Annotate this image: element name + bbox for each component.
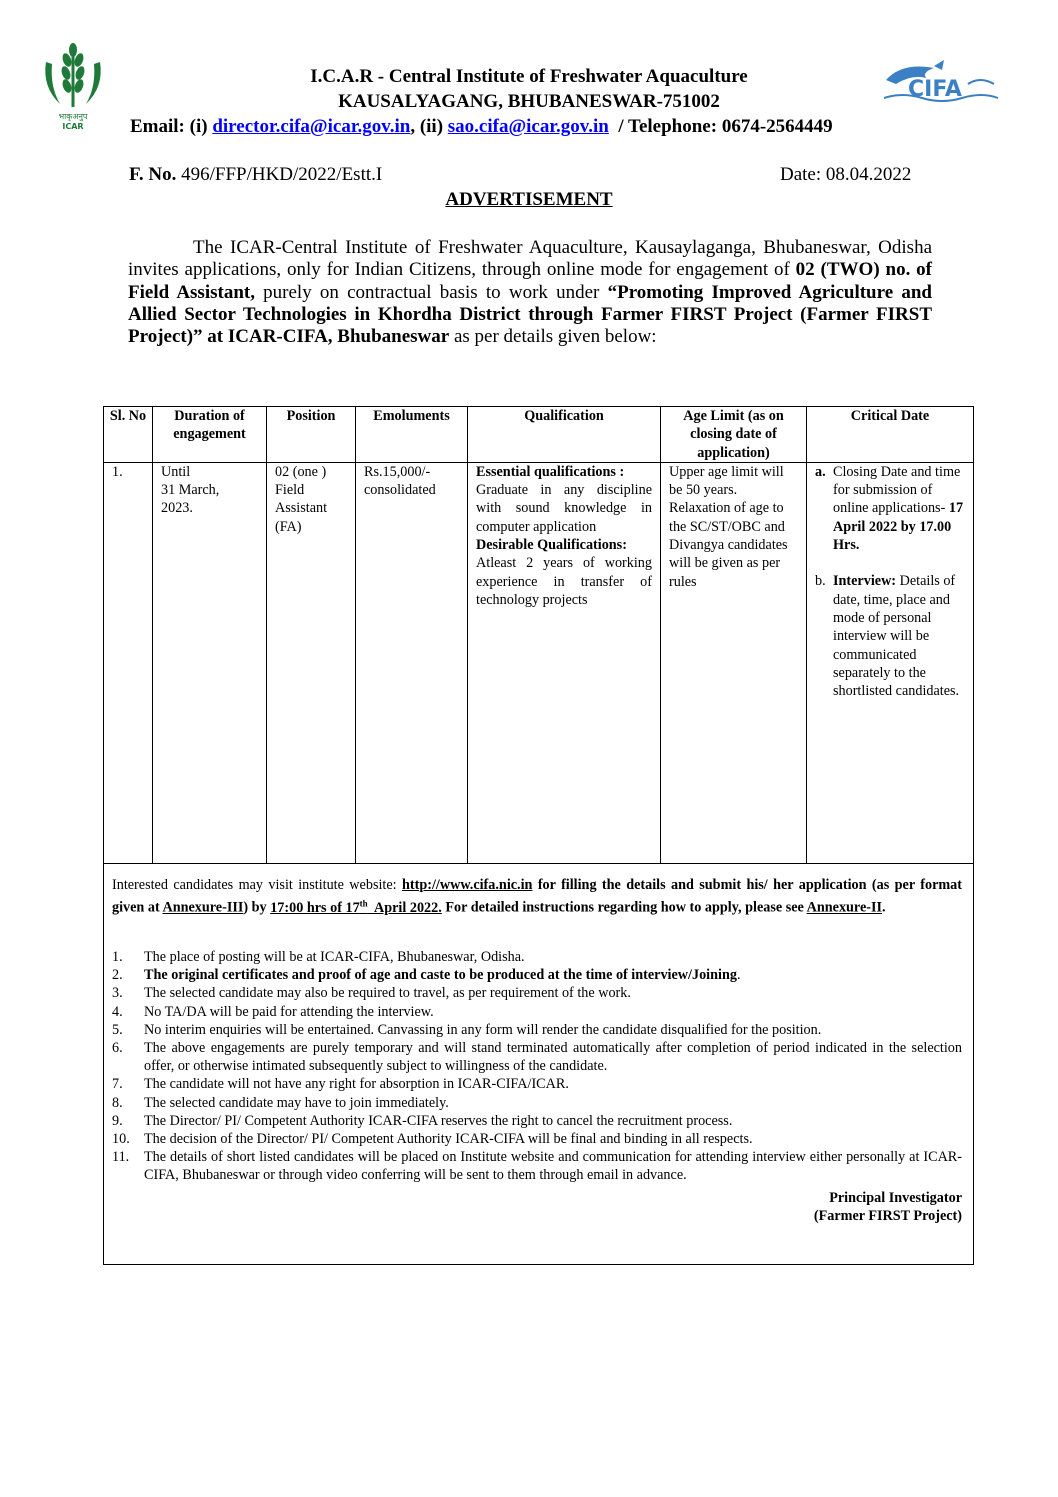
cell-critical-date — [807, 462, 974, 863]
condition-number: 11. — [112, 1149, 130, 1166]
critical-a-text: Closing Date and time for submission of online applications- — [833, 463, 961, 517]
intro-text-2: purely on contractual basis to work under — [254, 281, 608, 303]
condition-number: 9. — [112, 1112, 123, 1129]
header-position: Position — [267, 407, 356, 463]
condition-text: The place of posting will be at ICAR-CIFA, Bhubaneswar, Odisha. — [144, 949, 525, 965]
institute-address: KAUSALYAGANG, BHUBANESWAR-751002 — [338, 91, 720, 112]
list-item — [112, 948, 962, 966]
list-item — [112, 1112, 962, 1130]
essential-text: Graduate in any discipline with sound knowledge in computer application — [476, 482, 652, 535]
intro-text-3: as per details given below: — [449, 326, 657, 348]
condition-number: 6. — [112, 1040, 123, 1057]
intro-bold-project: “Promoting Improved Agriculture and Allied Sector Technologies in Khordha District through Farmer FIRST Project (Farmer FIRST Project)” at ICAR-CIFA, Bhubaneswar — [128, 281, 932, 348]
condition-text: The details of short listed candidates will be placed on Institute website and communication for attending interview either personally at ICAR-CIFA, Bhubaneswar or through video conferring will be sent to them through email in advance. — [144, 1149, 962, 1184]
signatory-title: Principal Investigator — [829, 1190, 962, 1206]
critical-marker-b: b. — [815, 573, 826, 590]
condition-text: No interim enquiries will be entertained. Canvassing in any form will render the candidate disqualified for the position. — [144, 1021, 822, 1038]
condition-number: 3. — [112, 985, 123, 1002]
cell-duration — [153, 462, 267, 863]
critical-item-a — [815, 463, 965, 554]
signature-block — [814, 1189, 962, 1225]
intro-bold-position: 02 (TWO) no. of Field Assistant, — [128, 259, 933, 303]
header-sl-no: Sl. No — [104, 407, 153, 463]
svg-text:ICAR: ICAR — [62, 122, 84, 131]
file-number — [129, 164, 382, 186]
deadline-rest: April 2022. — [367, 899, 442, 916]
desirable-text: Atleast 2 years of working experience in transfer of technology projects — [476, 555, 652, 608]
duration-line-3: 2023. — [161, 500, 193, 517]
conditions-list — [112, 948, 962, 1185]
apply-instructions — [112, 876, 962, 917]
condition-number: 4. — [112, 1003, 123, 1020]
condition-text: The selected candidate may have to join immediately. — [144, 1094, 449, 1111]
apply-text-5: . — [882, 899, 886, 916]
director-email-link[interactable]: director.cifa@icar.gov.in — [212, 116, 411, 137]
list-item — [112, 1094, 962, 1112]
list-item — [112, 1148, 962, 1184]
deadline-main: 17:00 hrs of 17 — [270, 899, 360, 916]
critical-marker-a: a. — [815, 463, 826, 480]
critical-b-text: Details of date, time, place and mode of personal interview will be communicated separately to the shortlisted candidates. — [833, 573, 960, 700]
sao-email-link[interactable]: sao.cifa@icar.gov.in — [447, 116, 609, 137]
header-age-limit: Age Limit (as on closing date of application) — [661, 407, 807, 463]
annexure-ii-link[interactable]: Annexure-II — [806, 899, 883, 916]
apply-text-1: Interested candidates may visit institute website: — [112, 877, 402, 893]
critical-a-deadline: 17 April 2022 by 17.00 Hrs. — [833, 500, 964, 554]
cell-age-limit: Upper age limit will be 50 years. Relaxation of age to the SC/ST/OBC and Divangya candidates will be given as per rules — [661, 462, 807, 863]
condition-text: The original certificates and proof of age and caste to be produced at the time of interview/Joining — [144, 967, 737, 984]
cell-emoluments: Rs.15,000/- consolidated — [356, 462, 468, 863]
intro-paragraph — [128, 237, 932, 348]
condition-text: The Director/ PI/ Competent Authority ICAR-CIFA reserves the right to cancel the recruitment process. — [144, 1112, 733, 1129]
desirable-label: Desirable Qualifications: — [476, 537, 627, 554]
email-prefix: Email: (i) — [130, 116, 213, 137]
apply-text-4: For detailed instructions regarding how to apply, please see — [441, 899, 807, 916]
header-qualification: Qualification — [468, 407, 661, 463]
file-number-label: F. No. — [129, 164, 177, 185]
list-item — [112, 1021, 962, 1039]
table-row — [104, 462, 974, 863]
condition-number: 10. — [112, 1131, 130, 1148]
deadline-sup: th — [359, 898, 368, 909]
cell-sl-no: 1. — [104, 462, 153, 863]
institute-name: I.C.A.R - Central Institute of Freshwater Aquaculture — [310, 66, 748, 87]
condition-number: 2. — [112, 967, 123, 984]
list-item — [112, 984, 962, 1002]
apply-text-3: ) by — [243, 899, 271, 916]
duration-line-1: Until — [161, 463, 191, 480]
condition-text: The above engagements are purely temporary and will stand terminated automatically after completion of period indicated in the selection offer, or otherwise intimated subsequently subject to willingness of the candidate. — [144, 1040, 962, 1075]
condition-text: No TA/DA will be paid for attending the interview. — [144, 1003, 434, 1020]
critical-item-b — [815, 572, 965, 700]
table-header-row — [104, 407, 974, 463]
contact-line — [130, 116, 833, 138]
list-item — [112, 1075, 962, 1093]
website-link[interactable]: http://www.cifa.nic.in — [401, 877, 533, 893]
apply-text-2: for filling the details and submit his/ her application (as per format given at — [112, 877, 963, 916]
condition-text: The decision of the Director/ PI/ Competent Authority ICAR-CIFA will be final and binding in all respects. — [144, 1131, 753, 1148]
page-title: ADVERTISEMENT — [445, 189, 613, 210]
header-emoluments: Emoluments — [356, 407, 468, 463]
condition-text: The candidate will not have any right for absorption in ICAR-CIFA/ICAR. — [144, 1076, 569, 1093]
telephone: / Telephone: 0674-2564449 — [608, 116, 833, 137]
signatory-project: (Farmer FIRST Project) — [813, 1208, 962, 1225]
condition-number: 1. — [112, 949, 123, 965]
list-item — [112, 1130, 962, 1148]
email-separator: , (ii) — [410, 116, 448, 137]
cell-qualification — [468, 462, 661, 863]
header-critical-date: Critical Date — [807, 407, 974, 463]
list-item — [112, 1003, 962, 1021]
condition-number: 5. — [112, 1021, 123, 1038]
list-item — [112, 1039, 962, 1075]
list-item: 2. The original certificates and proof of age and caste to be produced at the time of interview/Joining. — [112, 967, 741, 984]
duration-line-2: 31 March, — [161, 482, 220, 499]
annexure-iii-link[interactable]: Annexure-III — [162, 899, 244, 916]
svg-text:भाकृअनुप: भाकृअनुप — [58, 112, 88, 121]
deadline-text — [270, 900, 442, 916]
svg-text:CIFA: CIFA — [908, 77, 962, 102]
condition-text: The selected candidate may also be required to travel, as per requirement of the work. — [144, 985, 631, 1002]
essential-label: Essential qualifications : — [476, 463, 625, 480]
document-date: Date: 08.04.2022 — [780, 164, 912, 185]
cell-position: 02 (one ) Field Assistant (FA) — [267, 462, 356, 863]
file-number-value: 496/FFP/HKD/2022/Estt.I — [181, 164, 383, 185]
condition-number: 8. — [112, 1094, 123, 1111]
condition-number: 7. — [112, 1076, 123, 1093]
critical-b-label: Interview: — [833, 573, 897, 590]
intro-text-1: The ICAR-Central Institute of Freshwater Aquaculture, Kausaylaganga, Bhubaneswar, Odisha invites applications, only for Indian Citizens, through online mode for engagement of — [128, 237, 932, 281]
header-duration: Duration of engagement — [153, 407, 267, 463]
